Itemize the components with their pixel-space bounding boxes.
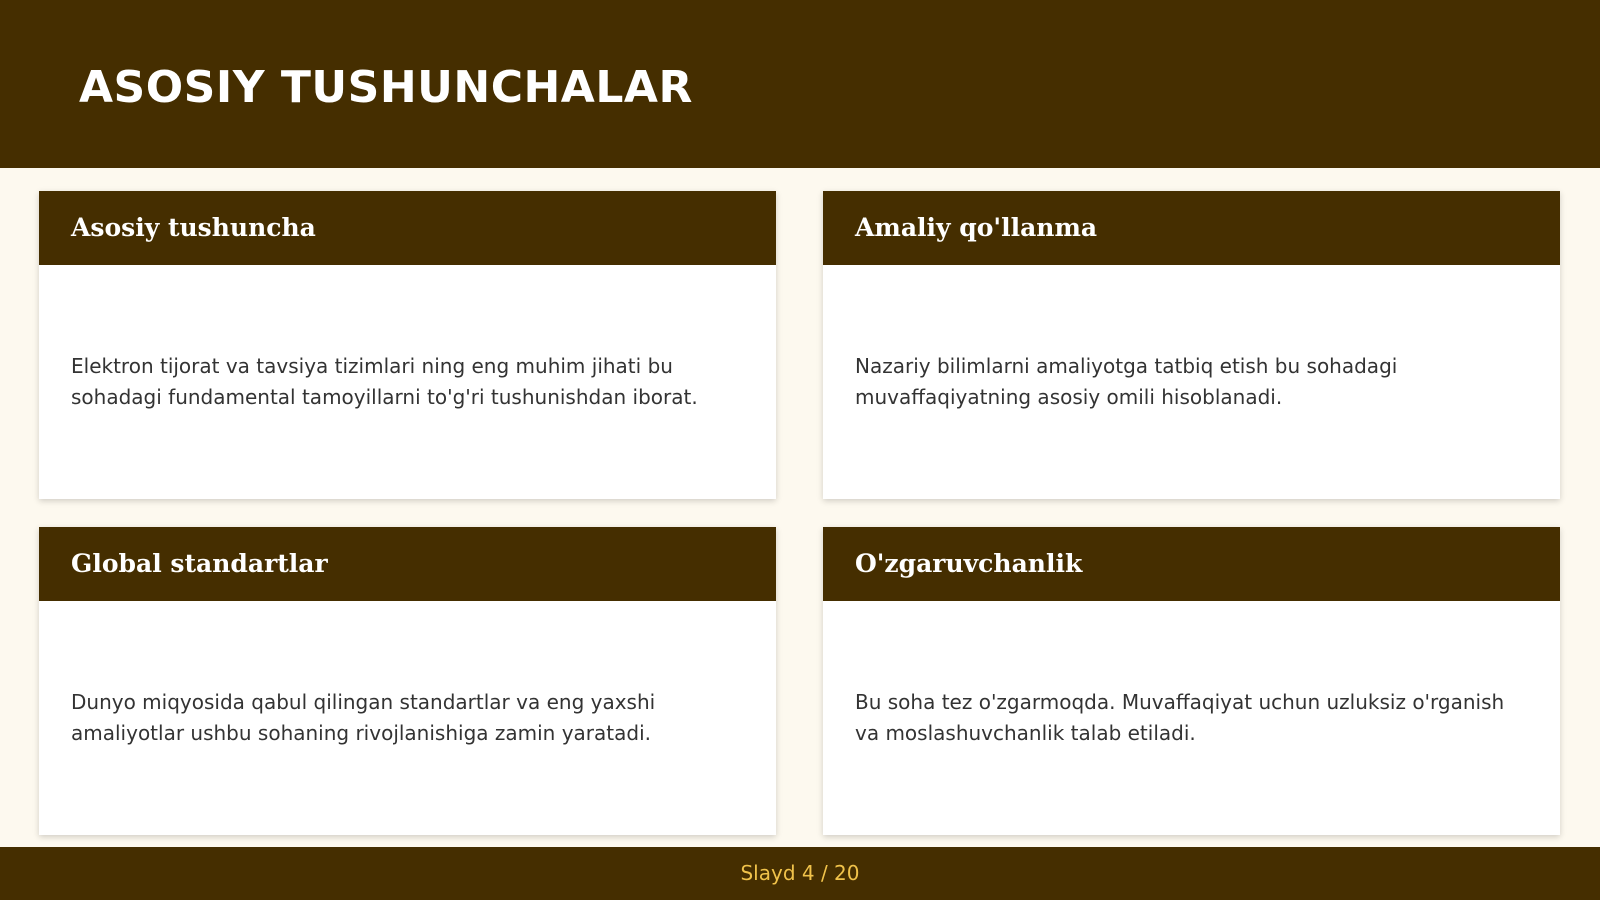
slide-footer: [0, 847, 1600, 900]
slide-counter: Slayd 4 / 20: [740, 861, 860, 885]
card-text: Elektron tijorat va tavsiya tizimlari ning eng muhim jihati bu sohadagi fundamental tamoyillarni to'g'ri tushunishdan iborat.: [71, 354, 698, 409]
card-amaliy-qollanma: [823, 191, 1560, 499]
card-heading: O'zgaruvchanlik: [823, 527, 1560, 601]
card-heading: Asosiy tushuncha: [39, 191, 776, 265]
card-text: Bu soha tez o'zgarmoqda. Muvaffaqiyat uchun uzluksiz o'rganish va moslashuvchanlik talab etiladi.: [855, 690, 1505, 745]
card-heading: Global standartlar: [39, 527, 776, 601]
card-text: Nazariy bilimlarni amaliyotga tatbiq etish bu sohadagi muvaffaqiyatning asosiy omili hisoblanadi.: [855, 354, 1398, 409]
card-global-standartlar: [39, 527, 776, 835]
card-text: Dunyo miqyosida qabul qilingan standartlar va eng yaxshi amaliyotlar ushbu sohaning rivojlanishiga zamin yaratadi.: [71, 690, 656, 745]
slide-title: ASOSIY TUSHUNCHALAR: [79, 62, 693, 113]
card-ozgaruvchanlik: [823, 527, 1560, 835]
card-heading: Amaliy qo'llanma: [823, 191, 1560, 265]
slide-header: [0, 0, 1600, 168]
card-asosiy-tushuncha: [39, 191, 776, 499]
